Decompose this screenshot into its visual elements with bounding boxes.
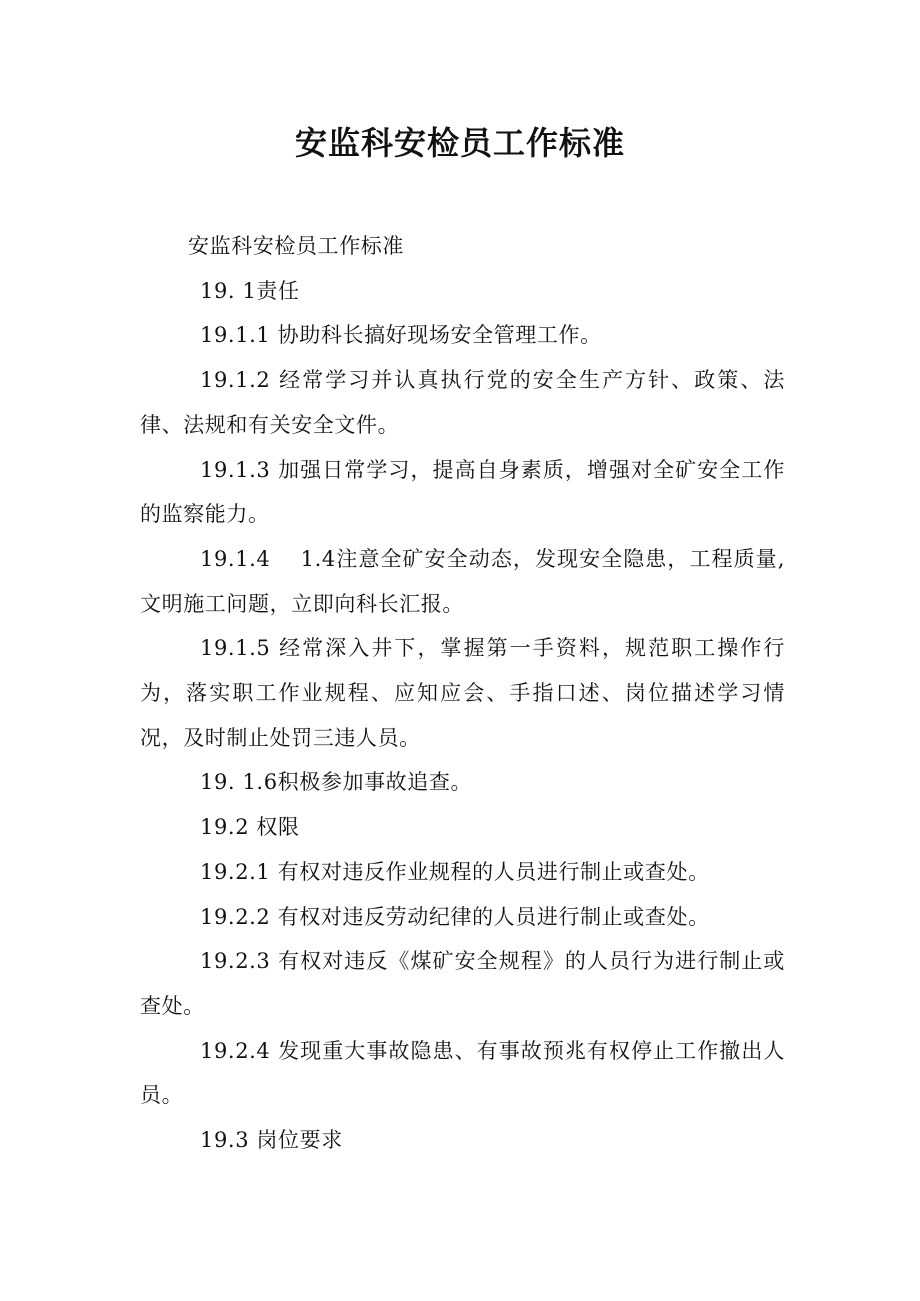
- paragraph-19-1-2: 19.1.2 经常学习并认真执行党的安全生产方针、政策、法律、法规和有关安全文件。: [140, 368, 785, 437]
- document-title: 安监科安检员工作标准: [294, 124, 625, 162]
- paragraph-19-1-5: 19.1.5 经常深入井下，掌握第一手资料，规范职工操作行为，落实职工作业规程、应知应会、手指口述、岗位描述学习情况，及时制止处罚三违人员。: [140, 636, 785, 750]
- paragraph-19-2-2: 19.2.2 有权对违反劳动纪律的人员进行制止或查处。: [200, 904, 710, 929]
- paragraph-19-1-4: 19.1.4 1.4注意全矿安全动态，发现安全隐患，工程质量,文明施工问题，立即向科长汇报。: [140, 546, 785, 616]
- paragraph-19-1-3: 19.1.3 加强日常学习，提高自身素质，增强对全矿安全工作的监察能力。: [140, 457, 785, 527]
- subtitle-paragraph: 安监科安检员工作标准: [188, 234, 404, 258]
- document-body: [140, 224, 785, 1163]
- paragraph-19-1-6: 19. 1.6积极参加事故追查。: [200, 770, 473, 795]
- paragraph-19-2-1: 19.2.1 有权对违反作业规程的人员进行制止或查处。: [200, 859, 710, 884]
- section-heading-job-requirements: 19.3 岗位要求: [200, 1128, 343, 1153]
- section-heading-responsibility: 19. 1责任: [200, 278, 300, 303]
- paragraph-19-2-3: 19.2.3 有权对违反《煤矿安全规程》的人员行为进行制止或查处。: [140, 949, 785, 1018]
- section-heading-authority: 19.2 权限: [200, 815, 300, 840]
- paragraph-19-1-1: 19.1.1 协助科长搞好现场安全管理工作。: [200, 323, 602, 348]
- paragraph-19-2-4: 19.2.4 发现重大事故隐患、有事故预兆有权停止工作撤出人员。: [140, 1038, 785, 1108]
